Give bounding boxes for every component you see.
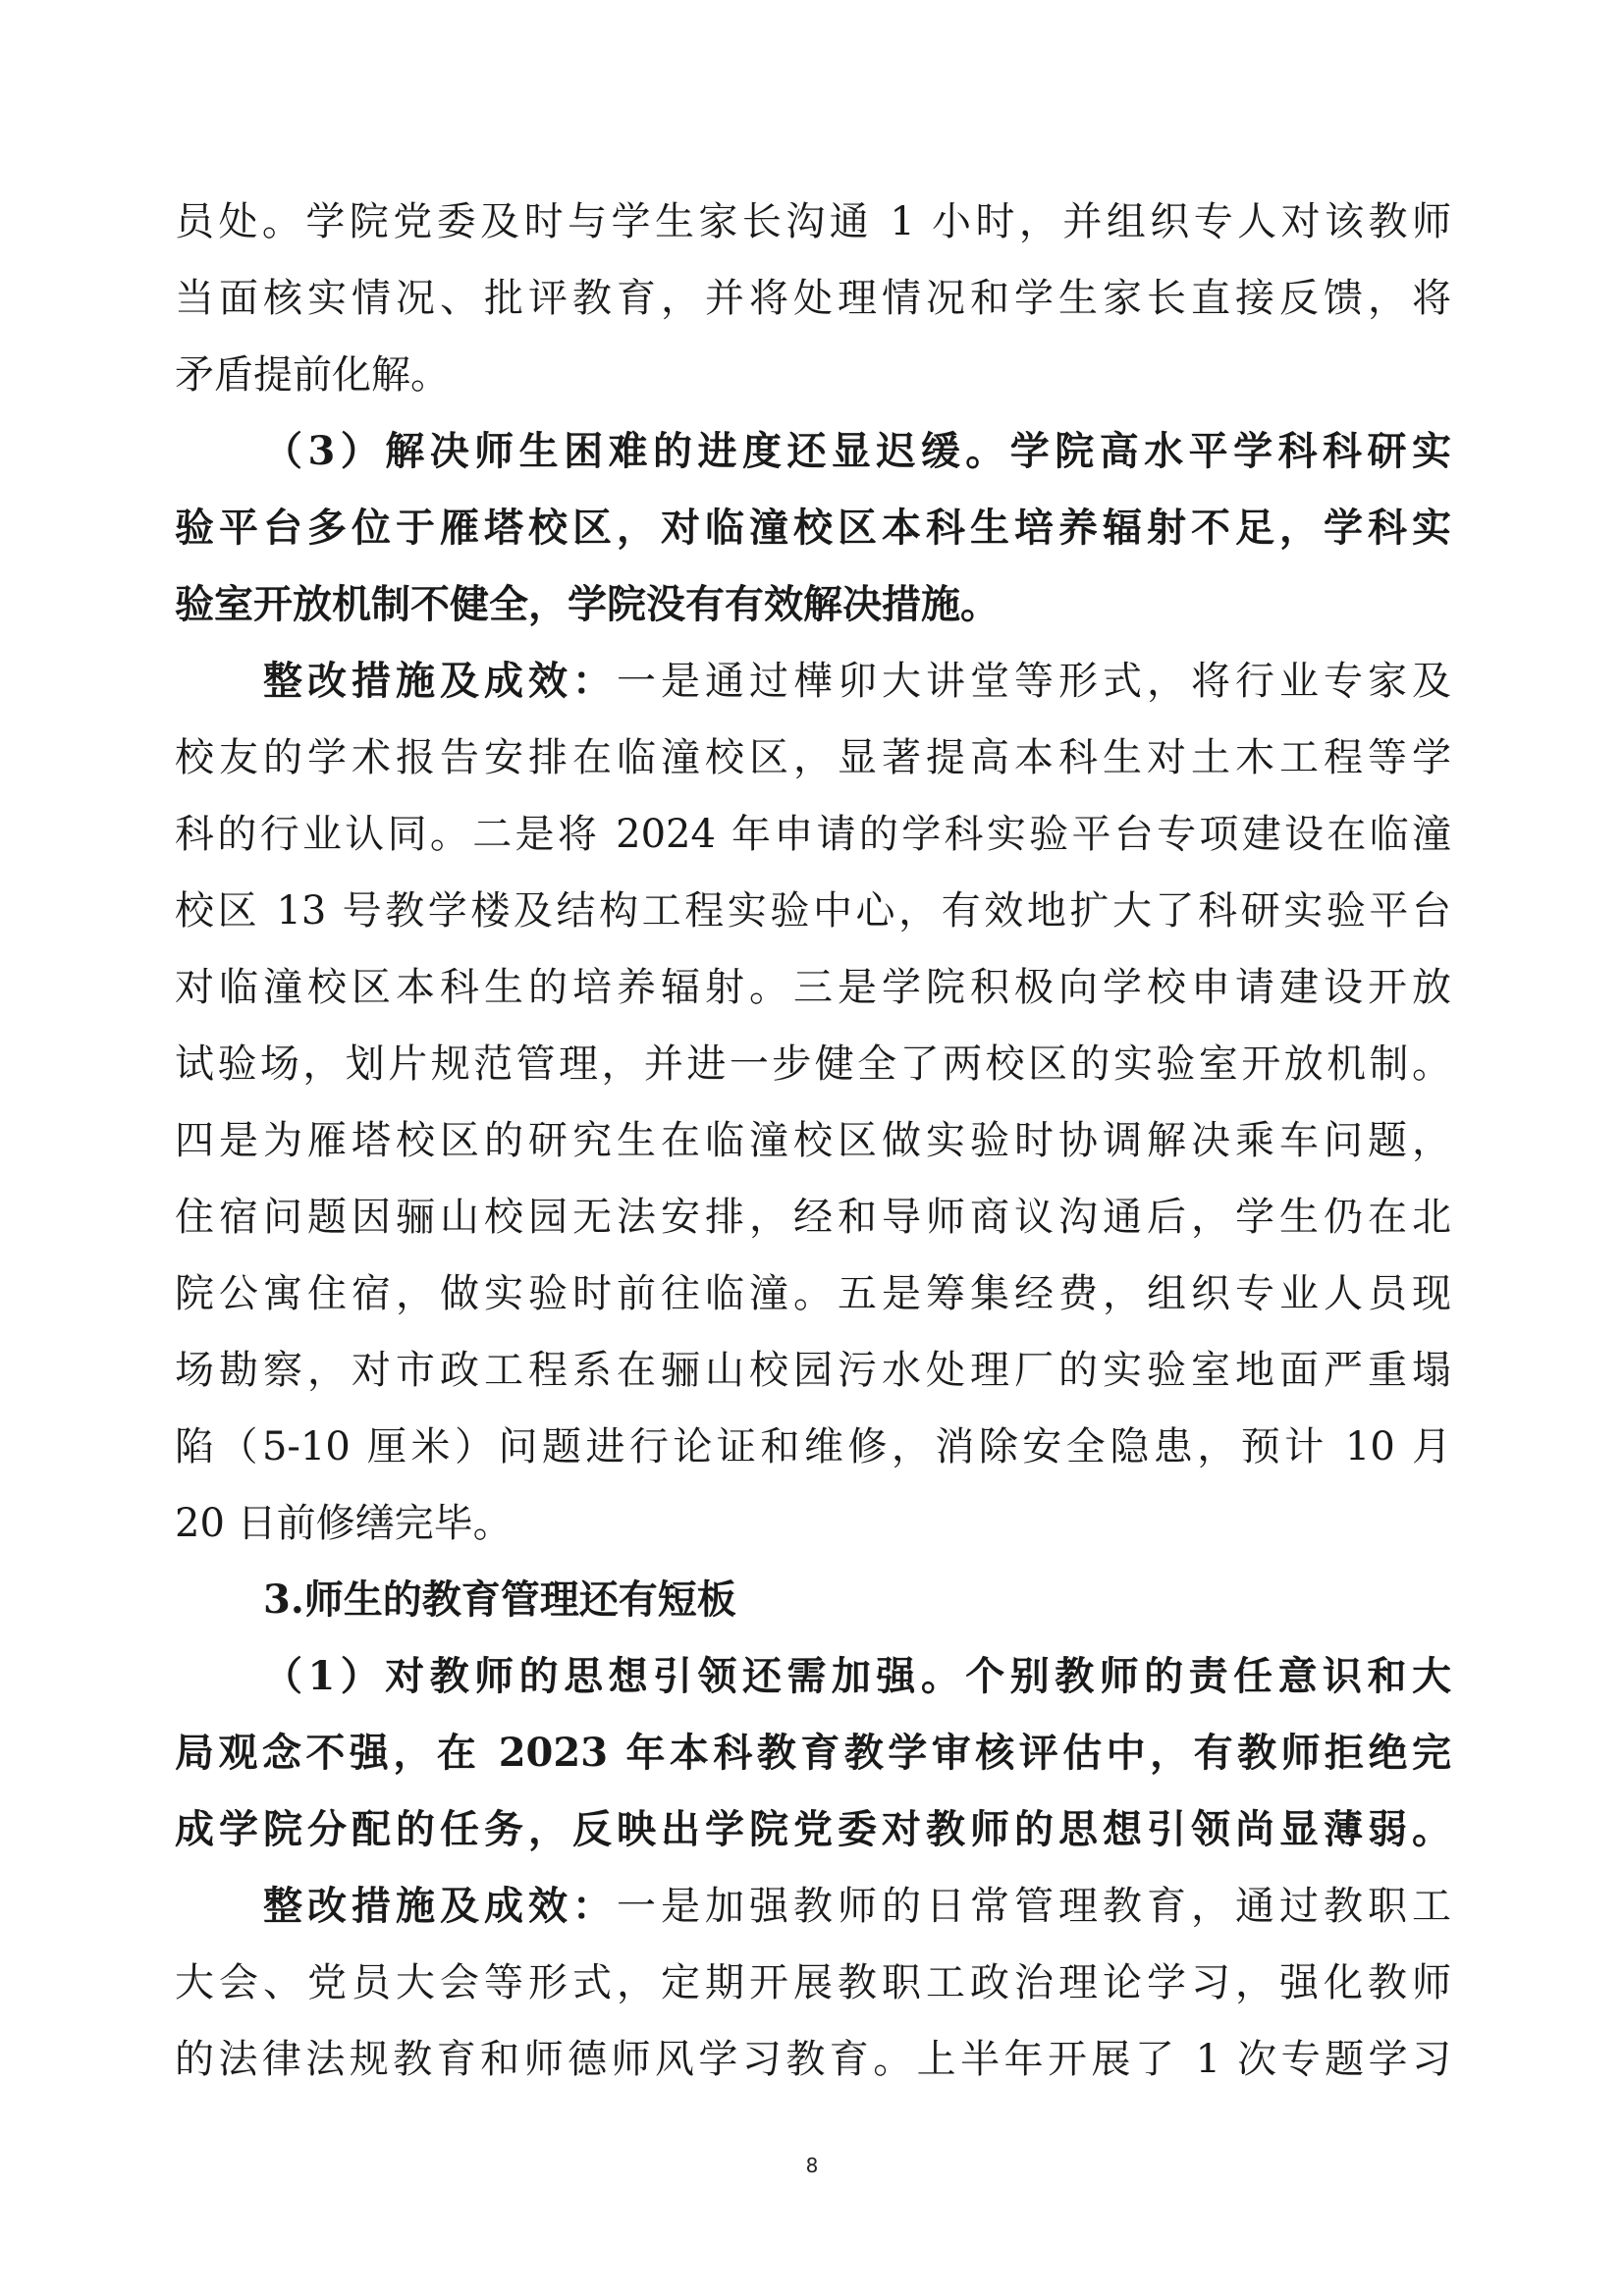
paragraph-line: 试验场，划片规范管理，并进一步健全了两校区的实验室开放机制。 [175, 1041, 1451, 1087]
paragraph-line: 科的行业认同。二是将 2024 年申请的学科实验平台专项建设在临潼 [175, 812, 1451, 857]
paragraph-line: 院公寓住宿，做实验时前往临潼。五是筹集经费，组织专业人员现 [175, 1271, 1451, 1316]
paragraph-line: 场勘察，对市政工程系在骊山校园污水处理厂的实验室地面严重塌 [175, 1348, 1451, 1393]
issue-heading-line: （1）对教师的思想引领还需加强。个别教师的责任意识和大 [263, 1653, 1451, 1699]
paragraph-line: 矛盾提前化解。 [175, 352, 450, 398]
paragraph-line: 陷（5-10 厘米）问题进行论证和维修，消除安全隐患，预计 10 月 [175, 1424, 1451, 1469]
paragraph-line: 员处。学院党委及时与学生家长沟通 1 小时，并组织专人对该教师 [175, 199, 1451, 244]
paragraph-line: 校友的学术报告安排在临潼校区，显著提高本科生对土木工程等学 [175, 735, 1451, 780]
paragraph-line: 对临潼校区本科生的培养辐射。三是学院积极向学校申请建设开放 [175, 965, 1451, 1010]
measures-text: 一是通过樺卯大讲堂等形式，将行业专家及 [617, 659, 1451, 704]
measures-label: 整改措施及成效： [263, 1883, 617, 1929]
issue-heading-line: 验室开放机制不健全，学院没有有效解决措施。 [175, 581, 1000, 627]
measures-text: 一是加强教师的日常管理教育，通过教职工 [617, 1884, 1451, 1929]
measures-first-line [263, 658, 1451, 713]
paragraph-line: 20 日前修缮完毕。 [175, 1501, 513, 1546]
issue-heading-line: 成学院分配的任务，反映出学院党委对教师的思想引领尚显薄弱。 [175, 1806, 1451, 1852]
paragraph-line: 校区 13 号教学楼及结构工程实验中心，有效地扩大了科研实验平台 [175, 888, 1451, 934]
issue-heading-line: （3）解决师生困难的进度还显迟缓。学院高水平学科科研实 [263, 428, 1451, 474]
page-number: 8 [805, 2154, 819, 2177]
measures-first-line [263, 1883, 1451, 1938]
paragraph-line: 当面核实情况、批评教育，并将处理情况和学生家长直接反馈，将 [175, 276, 1451, 321]
paragraph-line: 住宿问题因骊山校园无法安排，经和导师商议沟通后，学生仍在北 [175, 1195, 1451, 1240]
paragraph-line: 四是为雁塔校区的研究生在临潼校区做实验时协调解决乘车问题， [175, 1118, 1451, 1163]
paragraph-line: 的法律法规教育和师德师风学习教育。上半年开展了 1 次专题学习 [175, 2037, 1451, 2082]
section-heading: 3.师生的教育管理还有短板 [263, 1576, 736, 1623]
paragraph-line: 大会、党员大会等形式，定期开展教职工政治理论学习，强化教师 [175, 1960, 1451, 2005]
issue-heading-line: 局观念不强，在 2023 年本科教育教学审核评估中，有教师拒绝完 [175, 1730, 1451, 1776]
issue-heading-line: 验平台多位于雁塔校区，对临潼校区本科生培养辐射不足，学科实 [175, 505, 1451, 551]
measures-label: 整改措施及成效： [263, 658, 617, 704]
